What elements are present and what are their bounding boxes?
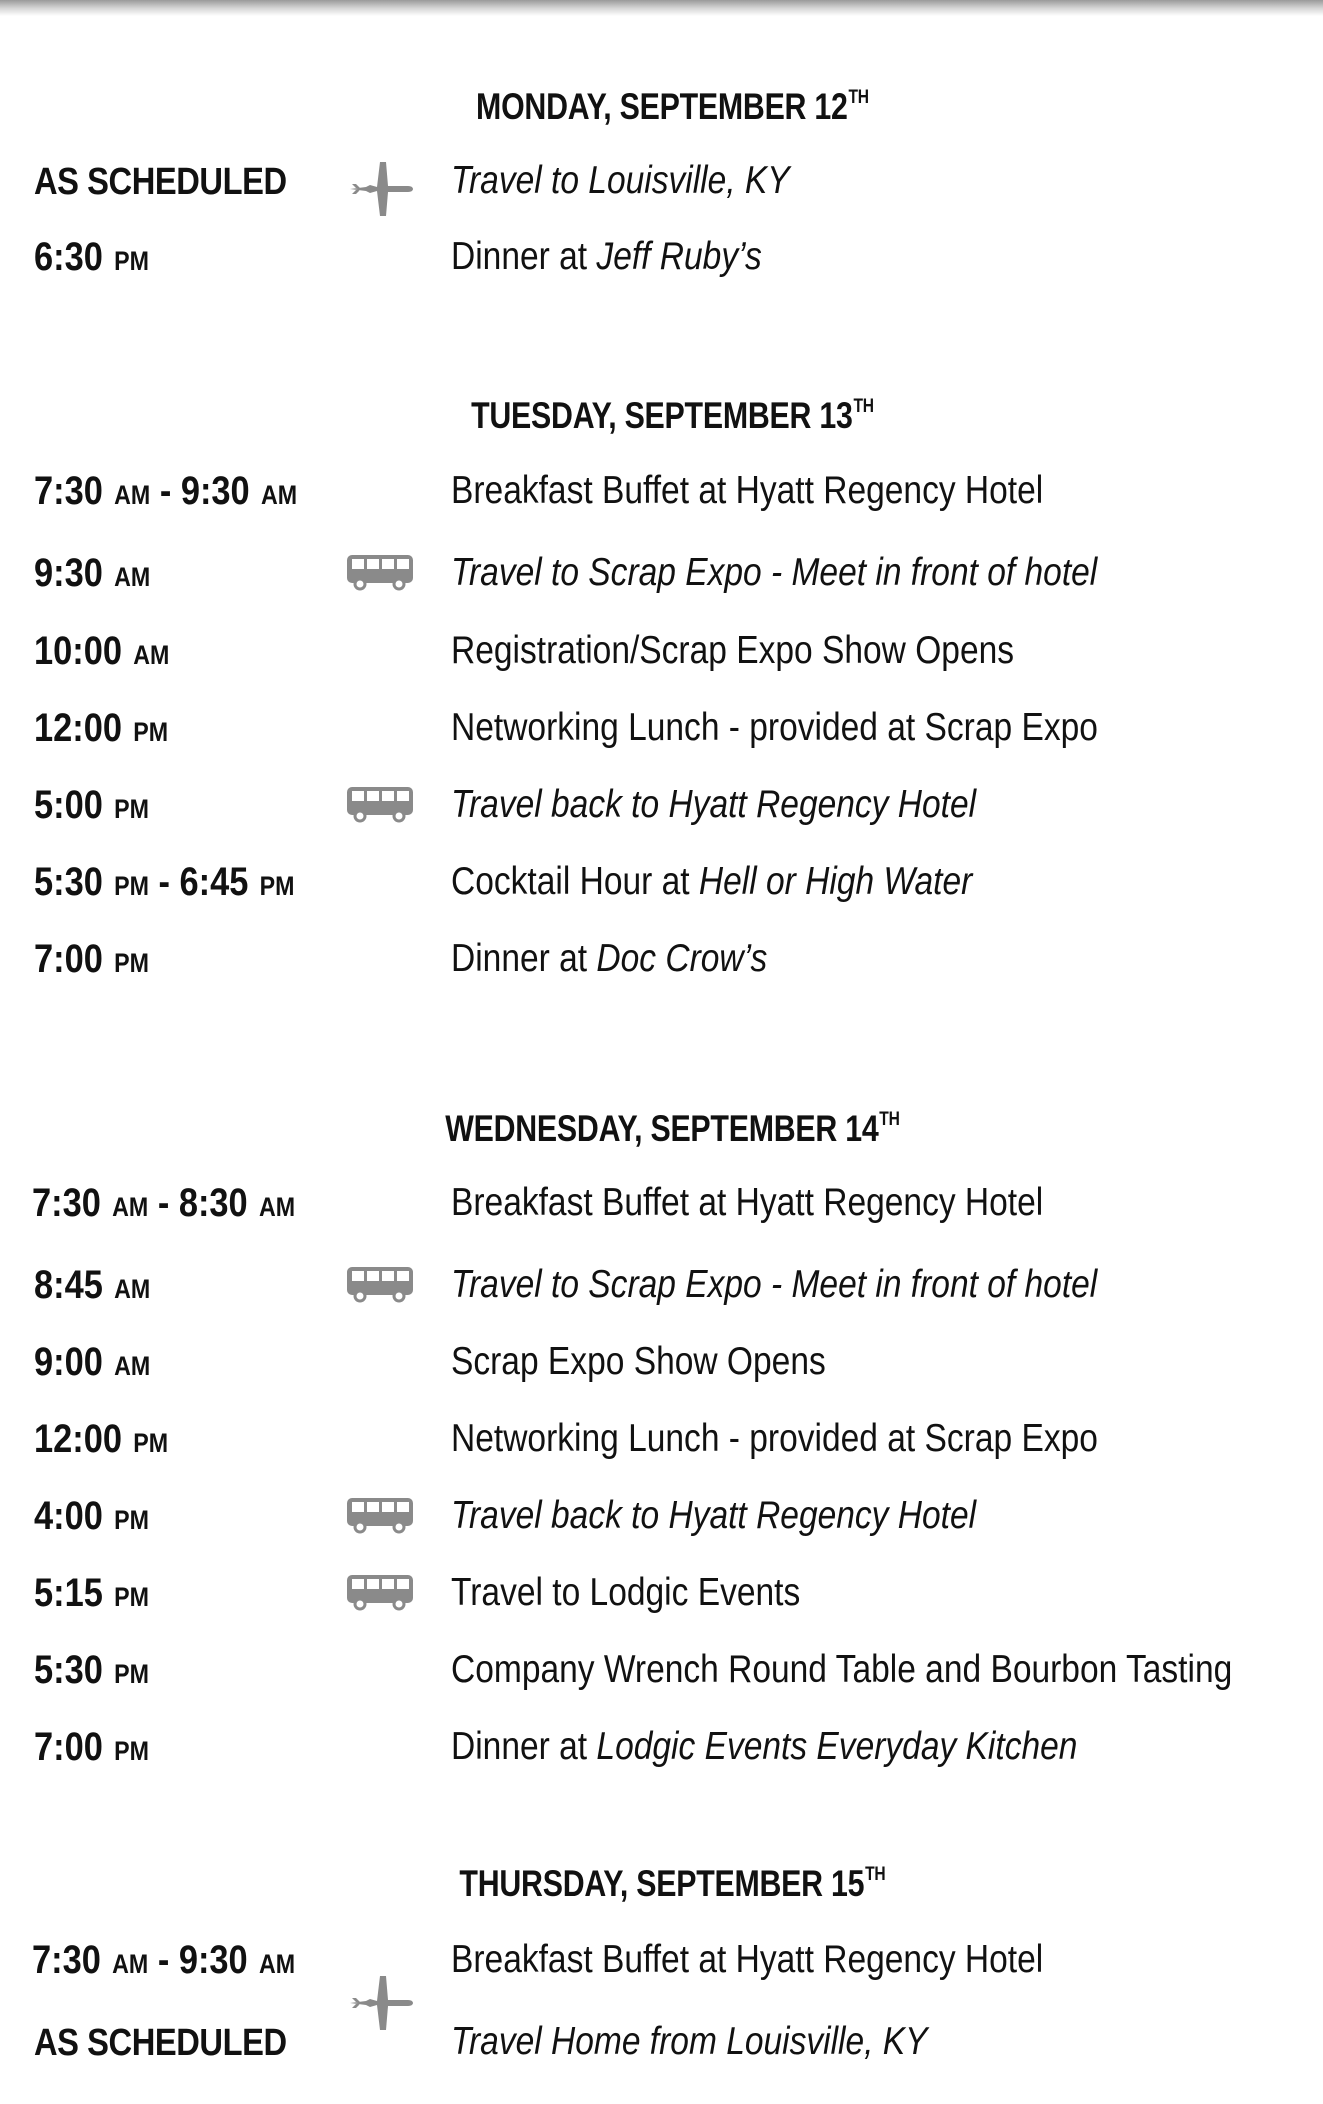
- day-header: TUESDAY, SEPTEMBER 13TH: [471, 395, 874, 436]
- event-description: Scrap Expo Show Opens: [451, 1340, 826, 1383]
- schedule-row: [0, 1565, 1323, 1621]
- event-description: Networking Lunch - provided at Scrap Expo: [451, 1417, 1098, 1460]
- bus-icon: [344, 777, 416, 833]
- schedule-row: [0, 229, 1323, 285]
- time-label: 9:30 AM: [34, 551, 151, 595]
- event-description: Dinner at Lodgic Events Everyday Kitchen: [451, 1725, 1078, 1768]
- time-label: 8:45 AM: [34, 1263, 151, 1307]
- event-description: Breakfast Buffet at Hyatt Regency Hotel: [451, 1938, 1044, 1981]
- time-label: 5:15 PM: [34, 1571, 149, 1615]
- event-description: Travel Home from Louisville, KY: [451, 2020, 928, 2063]
- event-description: Travel to Scrap Expo - Meet in front of hotel: [451, 1263, 1098, 1306]
- event-description: Company Wrench Round Table and Bourbon Tasting: [451, 1648, 1233, 1691]
- event-description: Dinner at Doc Crow’s: [451, 937, 768, 980]
- event-description: Registration/Scrap Expo Show Opens: [451, 629, 1015, 672]
- schedule-row: [0, 1932, 1323, 1988]
- schedule-row: [0, 1642, 1323, 1698]
- event-description: Breakfast Buffet at Hyatt Regency Hotel: [451, 1181, 1044, 1224]
- schedule-row: [0, 854, 1323, 910]
- time-label: 5:30 PM - 6:45 PM: [34, 860, 295, 904]
- schedule-row: [0, 545, 1323, 601]
- schedule-row: [0, 623, 1323, 679]
- time-label: 12:00 PM: [34, 1417, 169, 1461]
- bus-icon: [344, 545, 416, 601]
- time-label: 4:00 PM: [34, 1494, 149, 1538]
- event-description: Travel back to Hyatt Regency Hotel: [451, 783, 977, 826]
- schedule-row: [0, 1175, 1323, 1231]
- time-label: 7:00 PM: [34, 1725, 149, 1769]
- day-header: THURSDAY, SEPTEMBER 15TH: [459, 1863, 886, 1904]
- day-header: WEDNESDAY, SEPTEMBER 14TH: [445, 1108, 900, 1149]
- event-description: Travel back to Hyatt Regency Hotel: [451, 1494, 977, 1537]
- event-description: Networking Lunch - provided at Scrap Expo: [451, 706, 1098, 749]
- schedule-row: [0, 1719, 1323, 1775]
- time-label: AS SCHEDULED: [34, 161, 287, 203]
- time-label: 7:30 AM - 9:30 AM: [34, 469, 298, 513]
- schedule-row: [0, 777, 1323, 833]
- schedule-row: [0, 1334, 1323, 1390]
- schedule-row: [0, 153, 1323, 209]
- time-label: 7:30 AM - 8:30 AM: [32, 1181, 296, 1225]
- bus-icon: [344, 1257, 416, 1313]
- schedule-row: [0, 463, 1323, 519]
- event-description: Travel to Louisville, KY: [451, 159, 790, 202]
- event-description: Breakfast Buffet at Hyatt Regency Hotel: [451, 469, 1044, 512]
- bus-icon: [344, 1565, 416, 1621]
- schedule-row: [0, 1411, 1323, 1467]
- time-label: 7:00 PM: [34, 937, 149, 981]
- time-label: 7:30 AM - 9:30 AM: [32, 1938, 296, 1982]
- schedule-row: [0, 2014, 1323, 2070]
- event-description: Cocktail Hour at Hell or High Water: [451, 860, 973, 903]
- top-shadow-bar: [0, 0, 1323, 16]
- time-label: AS SCHEDULED: [34, 2022, 287, 2064]
- event-description: Travel to Lodgic Events: [451, 1571, 801, 1614]
- day-header: MONDAY, SEPTEMBER 12TH: [476, 86, 869, 127]
- schedule-row: [0, 700, 1323, 756]
- schedule-row: [0, 1257, 1323, 1313]
- time-label: 5:30 PM: [34, 1648, 149, 1692]
- time-label: 10:00 AM: [34, 629, 170, 673]
- event-description: Dinner at Jeff Ruby’s: [451, 235, 762, 278]
- time-label: 6:30 PM: [34, 235, 149, 279]
- event-description: Travel to Scrap Expo - Meet in front of hotel: [451, 551, 1098, 594]
- time-label: 9:00 AM: [34, 1340, 151, 1384]
- schedule-row: [0, 931, 1323, 987]
- schedule-row: [0, 1488, 1323, 1544]
- time-label: 12:00 PM: [34, 706, 169, 750]
- bus-icon: [344, 1488, 416, 1544]
- airplane-icon: [344, 161, 416, 217]
- time-label: 5:00 PM: [34, 783, 149, 827]
